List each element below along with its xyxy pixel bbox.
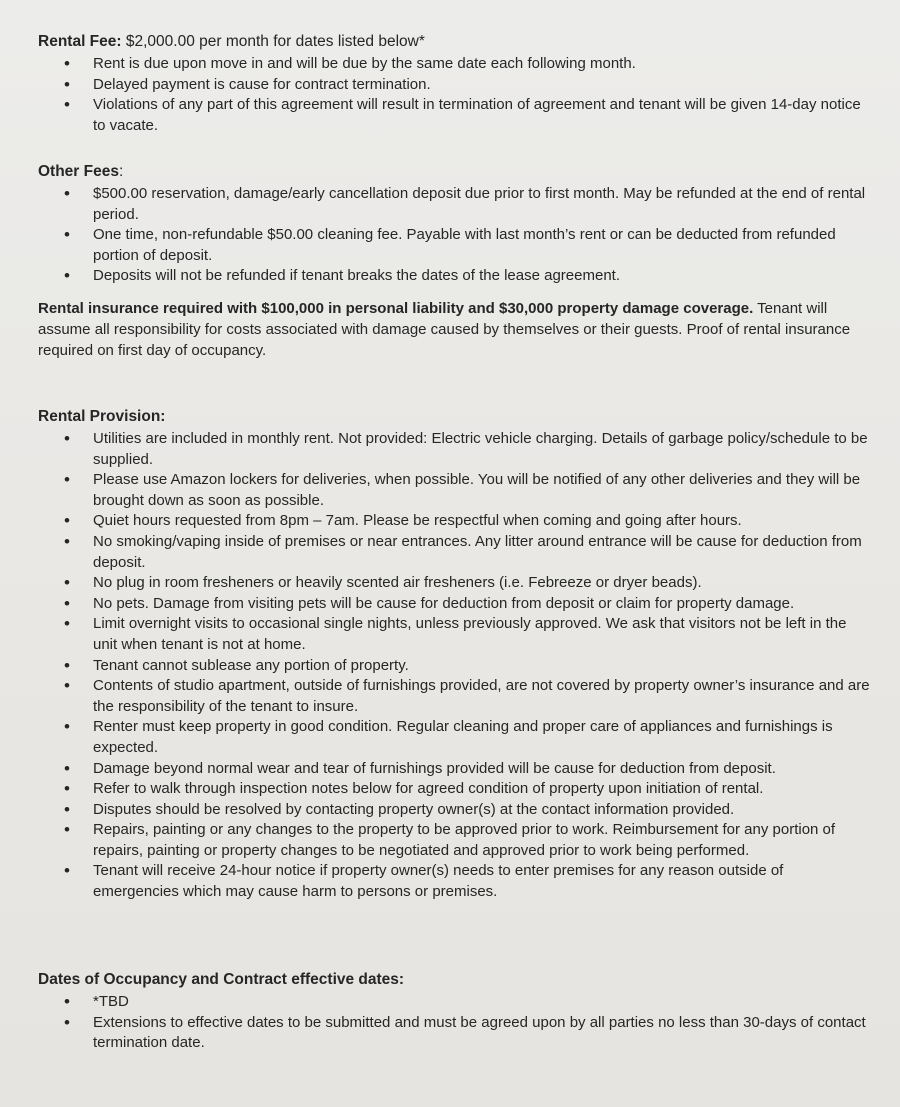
rental-fee-text: $2,000.00 per month for dates listed below* bbox=[121, 33, 425, 50]
list-item: • Tenant cannot sublease any portion of property. bbox=[38, 656, 870, 677]
list-item: • Tenant will receive 24-hour notice if property owner(s) needs to enter premises for any reason outside of emergencies which may cause harm to persons or premises. bbox=[38, 861, 870, 902]
list-item: • Repairs, painting or any changes to the property to be approved prior to work. Reimbursement for any portion of repairs, painting or property changes to be negotiated and approved prior to work being performed. bbox=[38, 820, 870, 861]
list-item: • *TBD bbox=[38, 992, 870, 1013]
dates-section bbox=[38, 970, 870, 1054]
insurance-section bbox=[38, 298, 870, 361]
list-item: • Please use Amazon lockers for deliveries, when possible. You will be notified of any other deliveries and they will be brought down as soon as possible. bbox=[38, 470, 870, 511]
rental-fee-list bbox=[38, 54, 870, 136]
list-item: • Deposits will not be refunded if tenant breaks the dates of the lease agreement. bbox=[38, 266, 870, 287]
list-item: • Extensions to effective dates to be submitted and must be agreed upon by all parties no less than 30-days of contact termination date. bbox=[38, 1013, 870, 1054]
rental-fee-section bbox=[38, 32, 870, 136]
rental-provision-section bbox=[38, 407, 870, 903]
dates-list bbox=[38, 992, 870, 1054]
dates-label: Dates of Occupancy and Contract effective dates: bbox=[38, 971, 405, 988]
list-item: • $500.00 reservation, damage/early cancellation deposit due prior to first month. May be refunded at the end of rental period. bbox=[38, 184, 870, 225]
list-item: • No plug in room fresheners or heavily scented air fresheners (i.e. Febreeze or dryer beads). bbox=[38, 573, 870, 594]
list-item: • Delayed payment is cause for contract termination. bbox=[38, 75, 870, 96]
list-item: • Refer to walk through inspection notes below for agreed condition of property upon initiation of rental. bbox=[38, 779, 870, 800]
other-fees-label: Other Fees bbox=[38, 163, 119, 180]
insurance-details: Tenant will assume all responsibility for costs associated with damage caused by themselves or their guests. Proof of rental insurance required on first day of occupancy. bbox=[38, 300, 851, 359]
list-item: • Disputes should be resolved by contacting property owner(s) at the contact information provided. bbox=[38, 800, 870, 821]
list-item: • Contents of studio apartment, outside of furnishings provided, are not covered by property owner’s insurance and are the responsibility of the tenant to insure. bbox=[38, 676, 870, 717]
list-item: • No pets. Damage from visiting pets will be cause for deduction from deposit or claim for property damage. bbox=[38, 594, 870, 615]
insurance-requirement: Rental insurance required with $100,000 in personal liability and $30,000 property damage coverage. bbox=[38, 300, 754, 317]
list-item: • Violations of any part of this agreement will result in termination of agreement and tenant will be given 14-day notice to vacate. bbox=[38, 95, 870, 136]
other-fees-heading bbox=[38, 162, 870, 182]
list-item: • Limit overnight visits to occasional single nights, unless previously approved. We ask that visitors not be left in the unit when tenant is not at home. bbox=[38, 614, 870, 655]
dates-heading bbox=[38, 970, 870, 990]
list-item: • No smoking/vaping inside of premises or near entrances. Any litter around entrance will be cause for deduction from deposit. bbox=[38, 532, 870, 573]
rental-provision-label: Rental Provision: bbox=[38, 408, 166, 425]
list-item: • Rent is due upon move in and will be due by the same date each following month. bbox=[38, 54, 870, 75]
list-item: • Damage beyond normal wear and tear of furnishings provided will be cause for deduction from deposit. bbox=[38, 759, 870, 780]
other-fees-list bbox=[38, 184, 870, 287]
list-item: • Quiet hours requested from 8pm – 7am. Please be respectful when coming and going after hours. bbox=[38, 511, 870, 532]
rental-fee-label: Rental Fee: bbox=[38, 33, 122, 50]
other-fees-suffix: : bbox=[118, 163, 124, 180]
other-fees-section bbox=[38, 162, 870, 287]
list-item: • Renter must keep property in good condition. Regular cleaning and proper care of appliances and furnishings is expected. bbox=[38, 717, 870, 758]
rental-provision-heading bbox=[38, 407, 870, 427]
rental-provision-list bbox=[38, 429, 870, 903]
list-item: • Utilities are included in monthly rent. Not provided: Electric vehicle charging. Details of garbage policy/schedule to be supplied. bbox=[38, 429, 870, 470]
rental-fee-heading bbox=[38, 32, 870, 52]
list-item: • One time, non-refundable $50.00 cleaning fee. Payable with last month’s rent or can be deducted from refunded portion of deposit. bbox=[38, 225, 870, 266]
insurance-paragraph bbox=[38, 298, 870, 361]
